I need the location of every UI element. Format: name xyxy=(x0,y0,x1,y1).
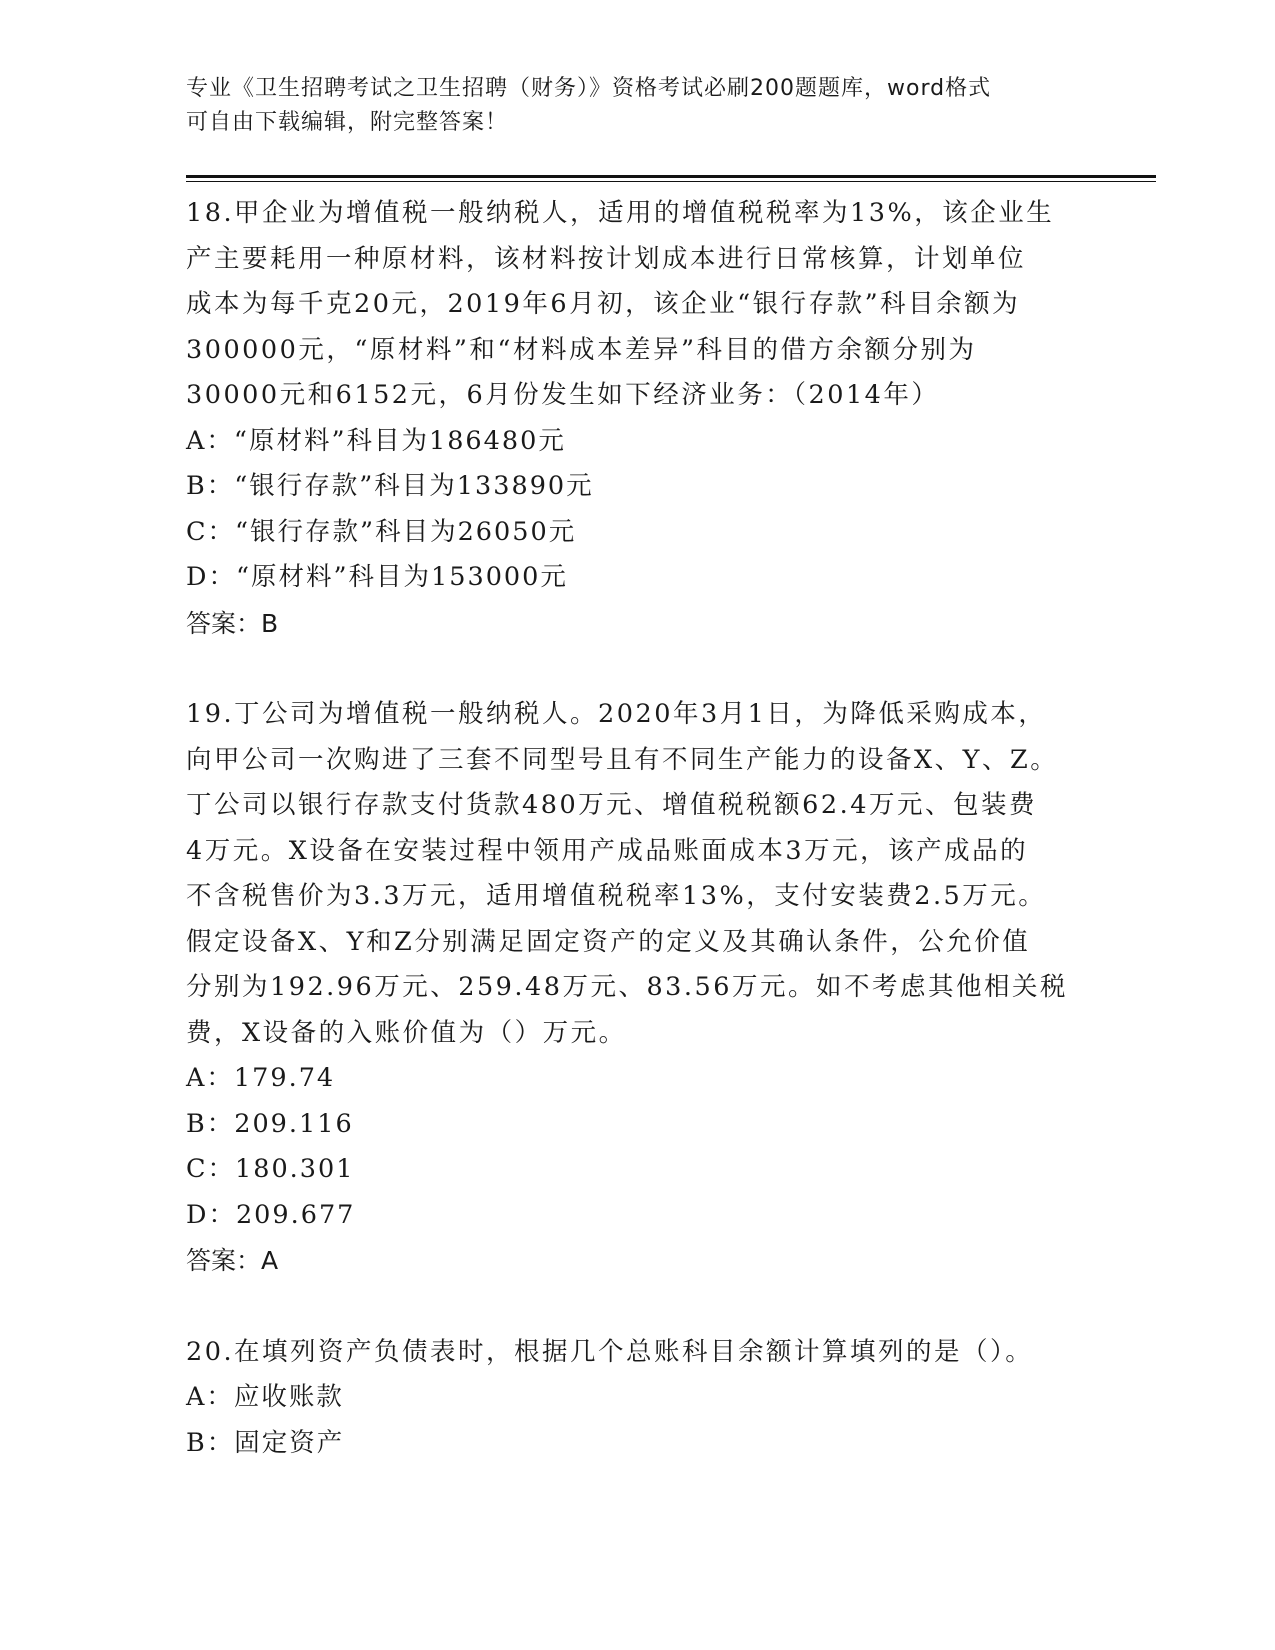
question-stem-line: 20.在填列资产负债表时，根据几个总账科目余额计算填列的是（）。 xyxy=(186,1336,1034,1367)
question-stem-line: 不含税售价为3.3万元，适用增值税税率13%，支付安装费2.5万元。 xyxy=(186,881,1047,911)
answer-label: 答案：B xyxy=(186,608,279,638)
question-20 xyxy=(186,1330,1086,1467)
question-stem-line: 300000元，“原材料”和“材料成本差异”科目的借方余额分别为 xyxy=(186,334,977,365)
question-18-stem xyxy=(186,191,1086,419)
question-stem-line: 4万元。X设备在安装过程中领用产成品账面成本3万元，该产成品的 xyxy=(186,835,1029,866)
header-divider-thick xyxy=(186,175,1156,178)
question-19-stem xyxy=(186,692,1086,1056)
question-stem-line: 30000元和6152元，6月份发生如下经济业务：（2014年） xyxy=(186,380,940,410)
question-spacer xyxy=(186,646,1086,692)
option-a: A：应收账款 xyxy=(186,1382,344,1412)
document-header xyxy=(186,72,1086,140)
question-stem-line: 产主要耗用一种原材料，该材料按计划成本进行日常核算，计划单位 xyxy=(186,243,1027,274)
question-stem-line: 分别为192.96万元、259.48万元、83.56万元。如不考虑其他相关税 xyxy=(186,972,1068,1002)
question-list xyxy=(186,191,1086,1466)
question-18 xyxy=(186,191,1086,646)
option-c: C：“银行存款”科目为26050元 xyxy=(186,516,577,547)
header-divider-thin xyxy=(186,181,1156,182)
header-line-1: 专业《卫生招聘考试之卫生招聘（财务）》资格考试必刷200题题库，word格式 xyxy=(186,76,992,101)
question-19 xyxy=(186,692,1086,1284)
question-20-stem xyxy=(186,1330,1086,1376)
option-d: D：209.677 xyxy=(186,1199,356,1230)
question-stem-line: 费，X设备的入账价值为（）万元。 xyxy=(186,1017,627,1048)
question-stem-line: 丁公司以银行存款支付货款480万元、增值税税额62.4万元、包装费 xyxy=(186,790,1037,820)
option-b: B：“银行存款”科目为133890元 xyxy=(186,471,594,501)
question-stem-line: 19.丁公司为增值税一般纳税人。2020年3月1日，为降低采购成本， xyxy=(186,699,1047,729)
option-c: C：180.301 xyxy=(186,1154,355,1184)
option-a: A：179.74 xyxy=(186,1063,336,1093)
option-d: D：“原材料”科目为153000元 xyxy=(186,562,568,592)
option-b: B：固定资产 xyxy=(186,1427,345,1458)
answer-label: 答案：A xyxy=(186,1246,279,1275)
option-a: A：“原材料”科目为186480元 xyxy=(186,425,566,456)
question-stem-line: 成本为每千克20元，2019年6月初，该企业“银行存款”科目余额为 xyxy=(186,289,1021,319)
question-stem-line: 假定设备X、Y和Z分别满足固定资产的定义及其确认条件，公允价值 xyxy=(186,926,1031,957)
question-spacer xyxy=(186,1284,1086,1330)
question-stem-line: 向甲公司一次购进了三套不同型号且有不同生产能力的设备X、Y、Z。 xyxy=(186,744,1059,775)
header-line-2: 可自由下载编辑，附完整答案！ xyxy=(186,110,509,135)
option-b: B：209.116 xyxy=(186,1108,354,1139)
question-stem-line: 18.甲企业为增值税一般纳税人，适用的增值税税率为13%，该企业生 xyxy=(186,198,1055,228)
